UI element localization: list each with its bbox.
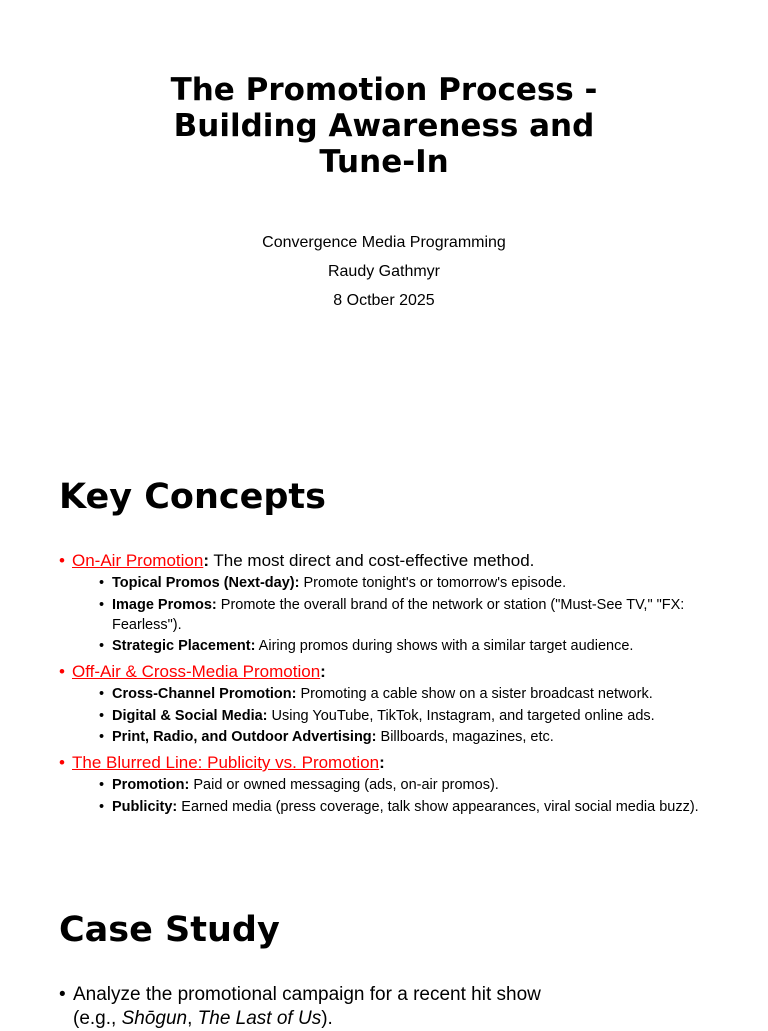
item-term: Digital & Social Media:	[112, 707, 268, 724]
example-suffix: ).	[321, 1008, 333, 1029]
bullet-icon: •	[99, 638, 105, 654]
item-text: Promote the overall brand of the network or station ("Must-See TV," "FX: Fearless").	[112, 596, 685, 633]
item-term: Topical Promos (Next-day):	[112, 575, 300, 591]
item-term: Image Promos:	[112, 596, 217, 613]
list-item	[99, 775, 719, 795]
item-text: Paid or owned messaging (ads, on-air promos).	[189, 777, 499, 793]
section-colon: :	[203, 551, 209, 570]
bullet-icon: •	[99, 798, 105, 815]
author-name: Raudy Gathmyr	[327, 263, 441, 280]
example-prefix: (e.g.,	[73, 1008, 122, 1029]
concept-section	[59, 549, 719, 656]
presentation-date: 8 Octber 2025	[333, 292, 435, 309]
section-description: The most direct and cost-effective method.	[209, 551, 535, 570]
item-term: Strategic Placement:	[112, 638, 256, 654]
section-colon: :	[320, 662, 326, 681]
bullet-icon: •	[99, 575, 105, 591]
list-item	[99, 595, 719, 635]
example-show-2: The Last of Us	[197, 1008, 322, 1029]
section-colon: :	[379, 753, 385, 772]
bullet-icon: •	[99, 729, 105, 745]
bullet-icon: •	[99, 686, 105, 702]
list-item	[99, 727, 719, 747]
item-text: Promote tonight's or tomorrow's episode.	[299, 575, 567, 591]
publicity-vs-promotion-link[interactable]: The Blurred Line: Publicity vs. Promotion	[72, 753, 380, 772]
item-text: Using YouTube, TikTok, Instagram, and targeted online ads.	[267, 707, 655, 724]
concept-section	[59, 660, 719, 747]
bullet-icon: •	[59, 984, 66, 1005]
bullet-icon: •	[59, 753, 65, 772]
item-term: Print, Radio, and Outdoor Advertising:	[112, 729, 377, 745]
sub-list	[72, 775, 719, 817]
item-text: Billboards, magazines, etc.	[376, 729, 554, 745]
list-item	[99, 636, 719, 656]
case-study-bullet: Analyze the promotional campaign for a recent hit show	[73, 984, 541, 1005]
key-concepts-heading: Key Concepts	[59, 477, 326, 517]
concept-section	[59, 751, 719, 817]
list-item	[99, 706, 719, 726]
title-line-3: Tune-In	[319, 144, 449, 180]
on-air-promotion-link[interactable]: On-Air Promotion	[72, 551, 204, 570]
bullet-icon: •	[59, 551, 65, 570]
example-show-1: Shōgun	[121, 1008, 188, 1029]
sub-list	[72, 684, 719, 747]
item-term: Cross-Channel Promotion:	[112, 686, 297, 702]
case-study-heading: Case Study	[59, 910, 280, 950]
item-text: Promoting a cable show on a sister broadcast network.	[296, 686, 653, 702]
slide-subtitle	[0, 228, 768, 315]
slide-title	[0, 72, 768, 180]
item-term: Promotion:	[112, 777, 190, 793]
title-line-1: The Promotion Process -	[170, 72, 598, 108]
item-text: Earned media (press coverage, talk show appearances, viral social media buzz).	[177, 798, 699, 815]
sub-list	[72, 573, 719, 656]
item-text: Airing promos during shows with a similar target audience.	[255, 638, 634, 654]
bullet-icon: •	[99, 707, 105, 724]
list-item	[99, 797, 719, 817]
item-term: Publicity:	[112, 798, 178, 815]
list-item	[99, 684, 719, 704]
title-line-2: Building Awareness and	[173, 108, 595, 144]
example-sep: ,	[187, 1008, 198, 1029]
bullet-icon: •	[59, 662, 65, 681]
list-item	[99, 573, 719, 593]
course-name: Convergence Media Programming	[262, 234, 506, 251]
bullet-icon: •	[99, 596, 105, 613]
off-air-cross-media-promotion-link[interactable]: Off-Air & Cross-Media Promotion	[72, 662, 321, 681]
key-concepts-list	[59, 549, 719, 821]
bullet-icon: •	[99, 777, 105, 793]
